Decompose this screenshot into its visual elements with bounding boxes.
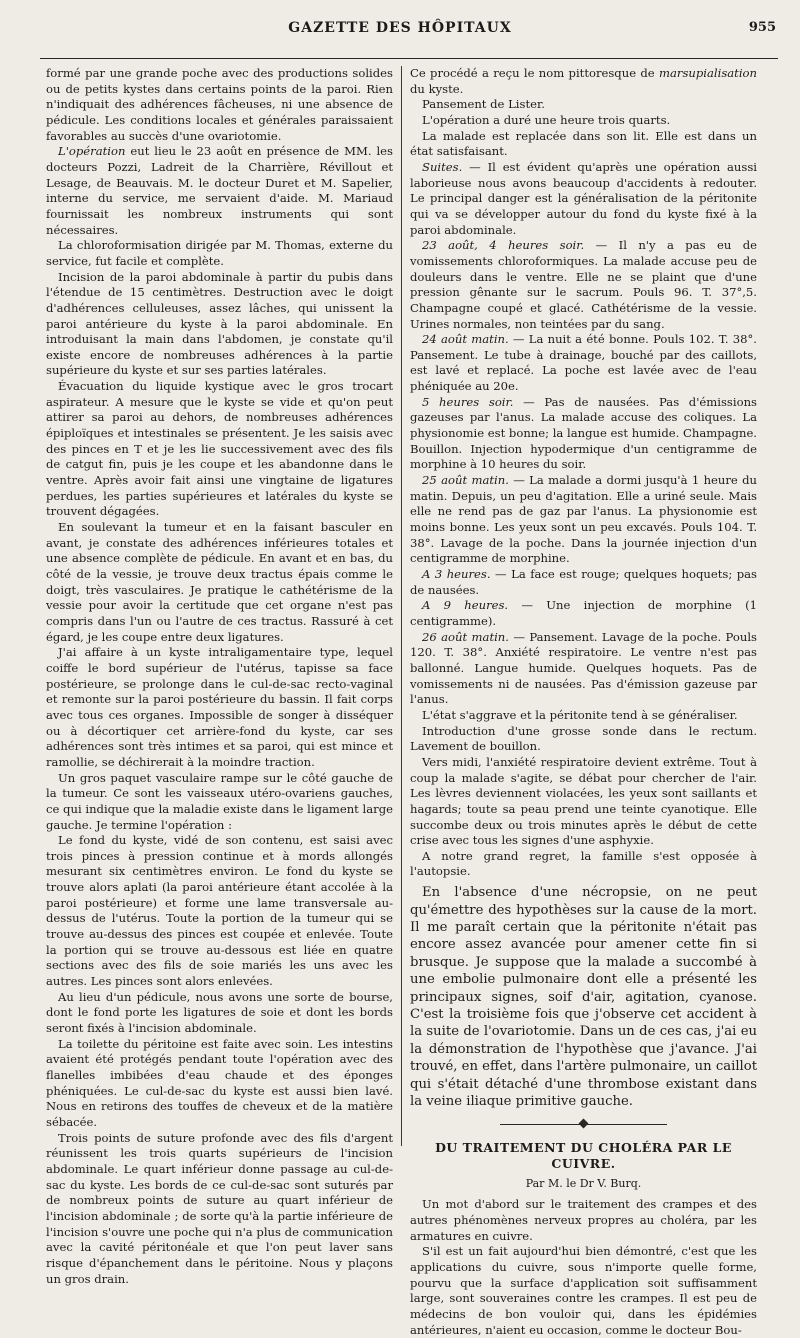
paragraph-text: Vers midi, l'anxiété respiratoire devient extrême. Tout à coup la malade s'agite, se débat pour chercher de l'air. Les lèvres deviennent violacées, les yeux sont saillants et hagards; toute sa peau prend une teinte cyanotique. Elle succombe deux ou trois minutes après le début de cette crise avec tous les signes d'une asphyxie.	[410, 754, 757, 848]
paragraph-lead: 23 août, 4 heures soir.	[422, 238, 585, 253]
paragraph-text: Au lieu d'un pédicule, nous avons une sorte de bourse, dont le fond porte les ligatures de soie et dont les bords seront fixés à l'incision abdominale.	[46, 989, 393, 1036]
paragraph-text: — La nuit a été bonne. Pouls 102. T. 38°. Pansement. Le tube à drainage, bouché par des caillots, est lavé et replacé. La poche est lavée avec de l'eau phéniquée au 20e.	[410, 332, 757, 394]
paragraph-text: La toilette du péritoine est faite avec soin. Les intestins avaient été protégés pendant toute l'opération avec des flanelles imbibées d'eau chaude et des éponges phéniquées. Le cul-de-sac du kyste est aussi bien lavé. Nous en retirons des touffes de cheveux et de la matière sébacée.	[46, 1036, 393, 1129]
paragraph-text: Le fond du kyste, vidé de son contenu, est saisi avec trois pinces à pression continue et à mords allongés mesurant six centimètres environ. Le fond du kyste se trouve alors aplati (la paroi antérieure étant accolée à la paroi postérieure) et forme une lame transversale au-dessus de l'utérus. Toute la portion de la tumeur qui se trouve au-dessus des pinces est coupée et enlevée. Toute la portion qui se trouve au-dessous est liée en quatre sections avec des fils de soie mariés les uns avec les autres. Les pinces sont alors enlevées.	[46, 833, 393, 989]
paragraph-text: — Pas de nausées. Pas d'émissions gazeuses par l'anus. La malade accuse des coliques. La physionomie est bonne; la langue est humide. Champagne. Bouillon. Injection hypodermique d'un centigramme de morphine à 10 heures du soir.	[410, 394, 757, 472]
paragraph-lead: 25 août matin.	[422, 473, 509, 488]
paragraph	[46, 520, 393, 645]
paragraph	[46, 238, 393, 269]
paragraph-text: Ce procédé a reçu le nom pittoresque de	[410, 66, 659, 80]
paragraph	[410, 724, 757, 755]
paragraph-text: Introduction d'une grosse sonde dans le rectum. Lavement de bouillon.	[410, 723, 757, 754]
paragraph-lead: 24 août matin.	[422, 332, 509, 347]
paragraph	[410, 708, 757, 724]
paragraph	[410, 849, 757, 880]
paragraph	[46, 645, 393, 770]
paragraph	[410, 567, 757, 598]
paragraph	[410, 97, 757, 113]
paragraph-text: A notre grand regret, la famille s'est opposée à l'autopsie.	[410, 848, 757, 879]
paragraph-text: En soulevant la tumeur et en la faisant basculer en avant, je constate des adhérences inférieures totales et une absence complète de pédicule. En avant et en bas, du côté de la vessie, je trouve deux tractus épais comme le doigt, très vasculaires. Je pratique le cathétérisme de la vessie pour avoir la certitude que cet organe n'est pas compris dans l'un ou l'autre de ces tractus. Rassuré à cet égard, je les coupe entre deux ligatures.	[46, 520, 393, 644]
article-byline: Par M. le Dr V. Burq.	[525, 1176, 642, 1190]
paragraph-lead: A 9 heures.	[422, 598, 509, 613]
paragraph-text: La malade est replacée dans son lit. Elle est dans un état satisfaisant.	[410, 128, 757, 159]
paragraph: S'il est un fait aujourd'hui bien démontré, c'est que les applications du cuivre, sous n'importe quelle forme, pourvu que la surface d'application soit suffisamment large, sont souveraines contre les crampes. Il est peu de médecins de bon vouloir qui, dans les épidémies antérieures, n'aient eu occasion, comme le docteur Bou-	[410, 1244, 757, 1337]
paragraph-text: L'état s'aggrave et la péritonite tend à se généraliser.	[422, 707, 738, 722]
paragraph-text: — Pansement. Lavage de la poche. Pouls 120. T. 38°. Anxiété respiratoire. Le ventre n'est pas ballonné. Langue humide. Quelques hoquets. Pas de vomissements ni de nausées. Pas d'émission gazeuse par l'anus.	[410, 629, 757, 707]
paragraph	[46, 833, 393, 990]
paragraph-emphasis: marsupialisation	[659, 66, 757, 80]
paragraph-text: Un gros paquet vasculaire rampe sur le côté gauche de la tumeur. Ce sont les vaisseaux utéro-ovariens gauches, ce qui indique que la maladie existe dans le ligament large gauche. Je termine l'opération :	[46, 770, 393, 832]
paragraph	[410, 473, 757, 567]
article-body	[410, 1197, 757, 1338]
paragraph-text: eut lieu le 23 août en présence de MM. les docteurs Pozzi, Ladreit de la Charrière, Révillout et Lesage, de Beauvais. M. le docteur Duret et M. Sapelier, interne du service, me servaient d'aide. M. Mariaud fournissait les nombreux instruments qui sont nécessaires.	[46, 144, 393, 237]
paragraph	[410, 332, 757, 395]
right-column	[410, 66, 758, 1337]
paragraph-lead: 5 heures soir.	[422, 394, 514, 409]
journal-title: GAZETTE DES HÔPITAUX	[288, 20, 512, 36]
case-notes	[410, 66, 757, 880]
paragraph-text: Trois points de suture profonde avec des fils d'argent réunissent les trois quarts supérieurs de l'incision abdominale. Le quart inférieur donne passage au cul-de-sac du kyste. Les bords de ce cul-de-sac sont suturés par de nombreux points de suture au quart inférieur de l'incision abdominale ; de sorte qu'à la partie inférieure de l'incision s'ouvre une poche qui n'a plus de communication avec la cavité péritonéale et que l'on peut laver sans risque d'épanchement dans le péritoine. Nous y plaçons un gros drain.	[46, 1130, 393, 1286]
paragraph-text: — Il n'y a pas eu de vomissements chloroformiques. La malade accuse peu de douleurs dans le ventre. Elle ne se plaint que d'une pression gênante sur le sacrum. Pouls 96. T. 37°,5. Champagne coupé et glacé. Cathétérisme de la vessie. Urines normales, non teintées par du sang.	[410, 238, 757, 331]
paragraph	[410, 238, 757, 332]
header-rule	[40, 58, 778, 59]
paragraph-text: — Il est évident qu'après une opération aussi laborieuse nous avons beaucoup d'accidents à redouter. Le principal danger est la généralisation de la péritonite qui va se développer autour du fond du kyste fixé à la paroi abdominale.	[410, 159, 757, 237]
paragraph-lead: A 3 heures.	[422, 567, 491, 581]
paragraph	[46, 1131, 393, 1288]
paragraph	[46, 144, 393, 238]
paragraph	[410, 755, 757, 849]
paragraph-text: L'opération a duré une heure trois quarts.	[422, 112, 671, 127]
paragraph	[410, 395, 757, 473]
paragraph	[410, 66, 757, 97]
paragraph-text: — La face est rouge; quelques hoquets; pas de nausées.	[410, 567, 758, 597]
paragraph	[46, 270, 393, 380]
paragraph-text: Incision de la paroi abdominale à partir du pubis dans l'étendue de 15 centimètres. Destruction avec le doigt d'adhérences celluleuses, assez lâches, qui unissent la paroi antérieure du kyste à la paroi abdominale. En introduisant la main dans l'abdomen, je constate qu'il existe encore de nombreuses adhérences à la partie supérieure du kyste et sur ses parties latérales.	[46, 269, 393, 378]
paragraph	[46, 66, 393, 144]
paragraph	[410, 630, 757, 708]
paragraph-text: La chloroformisation dirigée par M. Thomas, externe du service, fut facile et complète.	[46, 238, 393, 268]
paragraph-text: Pansement de Lister.	[422, 97, 545, 112]
paragraph-text: J'ai affaire à un kyste intraligamentaire type, lequel coiffe le bord supérieur de l'utérus, tapisse sa face postérieure, se prolonge dans le cul-de-sac recto-vaginal et remonte sur la paroi postérieure du bassin. Il fait corps avec tous ces organes. Impossible de songer à disséquer ou à décortiquer cet arrière-fond du kyste, car ses adhérences sont très intimes et sa paroi, qui est mince et ramollie, se déchirerait à la moindre traction.	[46, 645, 393, 769]
paragraph-text: — Une injection de morphine (1 centigramme).	[410, 598, 757, 628]
paragraph: Un mot d'abord sur le traitement des crampes et des autres phénomènes nerveux propres au choléra, par les armatures en cuivre.	[410, 1197, 757, 1243]
paragraph	[46, 990, 393, 1037]
paragraph	[46, 771, 393, 834]
page-number: 955	[748, 20, 776, 35]
paragraph-lead: Suites.	[422, 159, 463, 174]
paragraph	[46, 1037, 393, 1131]
paragraph-text: — La malade a dormi jusqu'à 1 heure du matin. Depuis, un peu d'agitation. Elle a uriné seule. Mais elle ne rend pas de gaz par l'anus. La physionomie est moins bonne. Les yeux sont un peu excavés. Pouls 104. T. 38°. Lavage de la poche. Dans la journée injection d'un centigramme de morphine.	[410, 473, 757, 566]
paragraph-lead: L'opération	[58, 144, 126, 159]
paragraph	[410, 113, 757, 129]
conclusion-paragraph: En l'absence d'une nécropsie, on ne peut qu'émettre des hypothèses sur la cause de la mort. Il me paraît certain que la péritonite n'était pas encore assez avancée pour amener cette fin si brusque. Je suppose que la malade a succombé à une embolie pulmonaire dont elle a présenté les principaux signes, soif d'air, agitation, cyanose. C'est la troisième fois que j'observe cet accident à la suite de l'ovariotomie. Dans un de ces cas, j'ai eu la démonstration de l'hypothèse que j'avance. J'ai trouvé, en effet, dans l'artère pulmonaire, un caillot qui s'était détaché d'une thrombose existant dans la veine iliaque primitive gauche.	[410, 885, 757, 1109]
paragraph-tail: du kyste.	[410, 81, 464, 96]
paragraph-lead: 26 août matin.	[422, 629, 509, 644]
page-header	[0, 0, 800, 50]
section-separator	[410, 1116, 757, 1134]
paragraph	[410, 160, 757, 238]
paragraph	[46, 379, 393, 520]
paragraph-text: formé par une grande poche avec des productions solides ou de petits kystes dans certains points de la paroi. Rien n'indiquait des adhérences fâcheuses, ni une absence de pédicule. Les conditions locales et générales paraissaient favorables au succès d'une ovariotomie.	[46, 66, 393, 143]
paragraph	[410, 129, 757, 160]
left-column	[46, 66, 393, 1286]
paragraph-text: Évacuation du liquide kystique avec le gros trocart aspirateur. A mesure que le kyste se vide et qu'on peut attirer sa paroi au dehors, de nombreuses adhérences épiploïques et intestinales se présentent. Je les saisis avec des pinces en T et je les lie successivement avec des fils de catgut fin, puis je les coupe et les abandonne dans le ventre. Après avoir fait ainsi une vingtaine de ligatures perdues, les parties supérieures et latérales du kyste se trouvent dégagées.	[46, 379, 393, 519]
paragraph	[410, 598, 757, 629]
article-title: DU TRAITEMENT DU CHOLÉRA PAR LE CUIVRE.	[435, 1140, 732, 1172]
column-divider	[401, 66, 402, 1146]
